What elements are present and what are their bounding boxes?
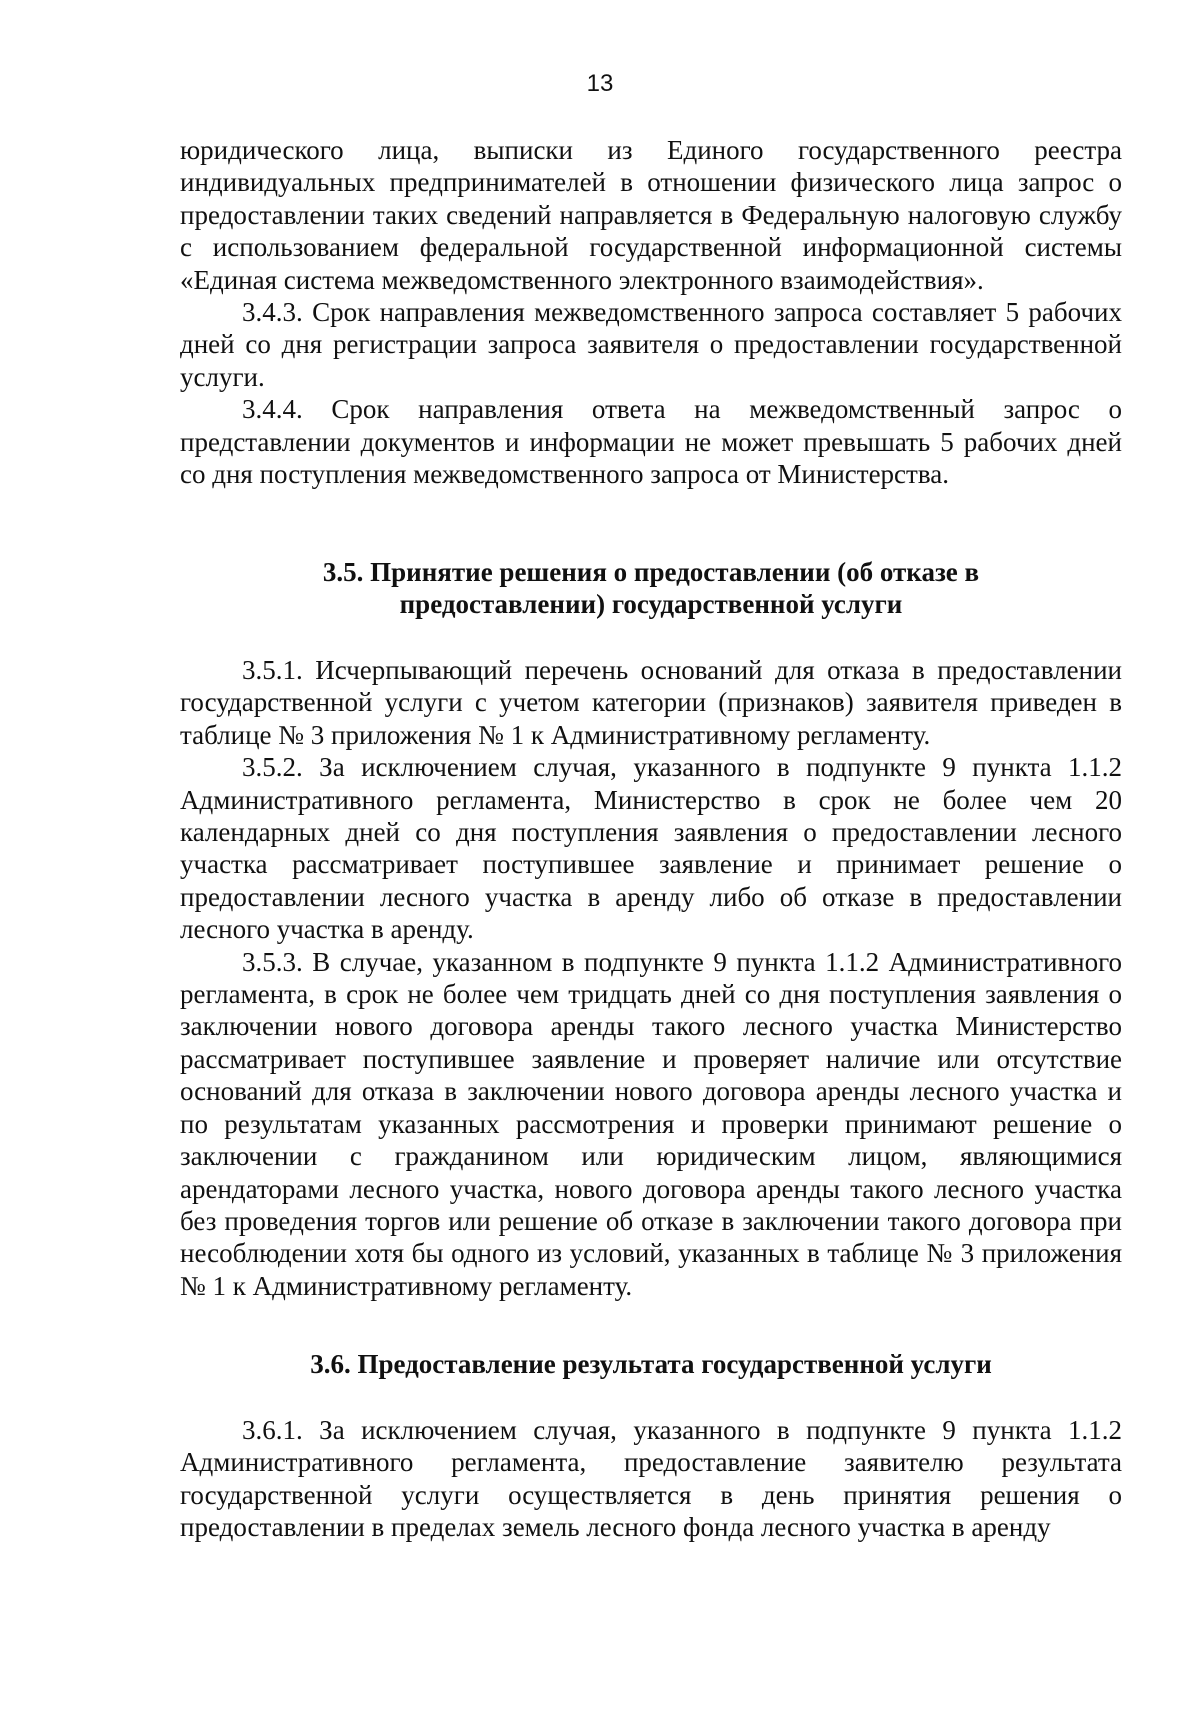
section-heading-3-6-text: 3.6. Предоставление результата государственной услуги	[310, 1349, 992, 1379]
paragraph-3-4-3: 3.4.3. Срок направления межведомственного запроса составляет 5 рабочих дней со дня регистрации запроса заявителя о предоставлении государственной услуги.	[180, 297, 1122, 392]
paragraph-3-5-1: 3.5.1. Исчерпывающий перечень оснований для отказа в предоставлении государственной услуги с учетом категории (признаков) заявителя приведен в таблице № 3 приложения № 1 к Административному регламенту.	[180, 655, 1122, 750]
section-heading-3-5-line1: 3.5. Принятие решения о предоставлении (об отказе в	[322, 557, 980, 587]
paragraph-3-5-3: 3.5.3. В случае, указанном в подпункте 9 пункта 1.1.2 Административного регламента, в срок не более чем тридцать дней со дня поступления заявления о заключении нового договора аренды такого лесного участка Министерство рассматривает поступившее заявление и проверяет наличие или отсутствие оснований для отказа в заключении нового договора аренды лесного участка и по результатам указанных рассмотрения и проверки принимают решение о заключении с гражданином или юридическим лицом, являющимися арендаторами лесного участка, нового договора аренды такого лесного участка без проведения торгов или решение об отказе в заключении такого договора при несоблюдении хотя бы одного из условий, указанных в таблице № 3 приложения № 1 к Административному регламенту.	[180, 946, 1122, 1301]
text-block-section-3-5	[180, 654, 1122, 1302]
section-heading-3-6	[180, 1348, 1122, 1380]
paragraph-3-5-2: 3.5.2. За исключением случая, указанного в подпункте 9 пункта 1.1.2 Административного регламента, Министерство в срок не более чем 20 календарных дней со дня поступления заявления о предоставлении лесного участка рассматривает поступившее заявление и принимает решение о предоставлении лесного участка в аренду либо об отказе в предоставлении лесного участка в аренду.	[180, 752, 1122, 945]
section-heading-3-5-line2: предоставлении) государственной услуги	[399, 589, 903, 620]
paragraph-3-4-4: 3.4.4. Срок направления ответа на межведомственный запрос о представлении документов и информации не может превышать 5 рабочих дней со дня поступления межведомственного запроса от Министерства.	[180, 394, 1122, 490]
page-number: 13	[586, 70, 614, 97]
text-block-continuation	[180, 134, 1122, 490]
section-heading-3-5	[180, 556, 1122, 621]
paragraph-continuation: юридического лица, выписки из Единого государственного реестра индивидуальных предпринимателей в отношении физического лица запрос о предоставлении таких сведений направляется в Федеральную налоговую службу с использованием федеральной государственной информационной системы «Единая система межведомственного электронного взаимодействия».	[180, 135, 1122, 295]
paragraph-3-6-1: 3.6.1. За исключением случая, указанного в подпункте 9 пункта 1.1.2 Административного регламента, предоставление заявителю результата государственной услуги осуществляется в день принятия решения о предоставлении в пределах земель лесного фонда лесного участка в аренду	[180, 1415, 1122, 1543]
text-block-section-3-6	[180, 1414, 1122, 1544]
